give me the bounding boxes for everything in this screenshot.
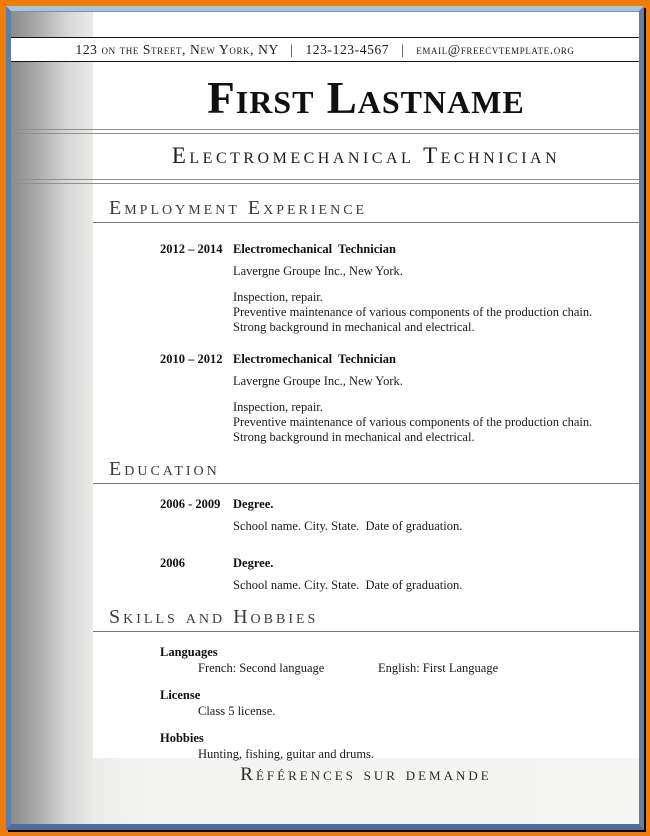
candidate-job-title: Electromechanical Technician (171, 142, 561, 168)
entry-company: Lavergne Groupe Inc., New York. (233, 373, 403, 388)
footer-note-text: Références sur demande (240, 764, 492, 785)
description-line: Inspection, repair. (233, 289, 323, 304)
entry-body (233, 556, 639, 593)
skill-label: Hobbies (160, 730, 204, 745)
entry-title: Degree. (233, 555, 274, 570)
education-entry (160, 556, 639, 593)
skill-item: Class 5 license. (198, 703, 276, 718)
entry-description (233, 400, 639, 445)
section-heading-label: Education (109, 457, 220, 480)
top-margin (11, 12, 639, 37)
section-heading-label: Skills and Hobbies (109, 605, 319, 628)
entry-detail: School name. City. State. Date of graduation. (233, 518, 463, 533)
skill-group-languages (160, 645, 639, 676)
skill-label: Languages (160, 644, 218, 659)
entry-description (233, 290, 639, 335)
entry-dates: 2012 – 2014 (160, 241, 223, 256)
skill-items (198, 661, 639, 676)
skill-items (198, 704, 639, 719)
skill-item: French: Second language (198, 660, 325, 675)
entry-dates: 2010 – 2012 (160, 351, 223, 366)
entry-title: Electromechanical Technician (233, 351, 396, 366)
entry-title: Degree. (233, 496, 274, 511)
employment-entry (160, 242, 639, 335)
section-heading-skills (93, 593, 639, 632)
contact-bar (11, 37, 639, 62)
entry-body (233, 242, 639, 335)
skill-group-license (160, 688, 639, 719)
description-line: Strong background in mechanical and electrical. (233, 429, 475, 444)
entry-body (233, 497, 639, 534)
candidate-name: First Lastname (207, 73, 525, 123)
entry-company: Lavergne Groupe Inc., New York. (233, 263, 403, 278)
description-line: Inspection, repair. (233, 399, 323, 414)
section-heading-education (93, 445, 639, 484)
section-heading-employment (93, 184, 639, 223)
skill-item: Hunting, fishing, guitar and drums. (198, 746, 375, 761)
title-block (93, 62, 639, 129)
subtitle-block (93, 134, 639, 179)
resume-content (11, 12, 639, 762)
document-page (6, 6, 644, 830)
skill-item: English: First Language (378, 660, 499, 675)
entry-dates: 2006 (160, 555, 185, 570)
skill-items (198, 747, 639, 762)
section-heading-label: Employment Experience (109, 196, 368, 219)
entry-detail: School name. City. State. Date of graduation. (233, 577, 463, 592)
description-line: Preventive maintenance of various components of the production chain. (233, 414, 593, 429)
employment-entry (160, 352, 639, 445)
description-line: Strong background in mechanical and electrical. (233, 319, 475, 334)
entry-body (233, 352, 639, 445)
skill-label: License (160, 687, 201, 702)
skill-group-hobbies (160, 731, 639, 762)
entry-dates: 2006 - 2009 (160, 496, 221, 511)
contact-line: 123 on the Street, New York, NY | 123-123-4567 | email@freecvtemplate.org (75, 42, 575, 57)
footer-note (93, 764, 639, 786)
description-line: Preventive maintenance of various components of the production chain. (233, 304, 593, 319)
entry-title: Electromechanical Technician (233, 241, 396, 256)
education-entry (160, 497, 639, 534)
